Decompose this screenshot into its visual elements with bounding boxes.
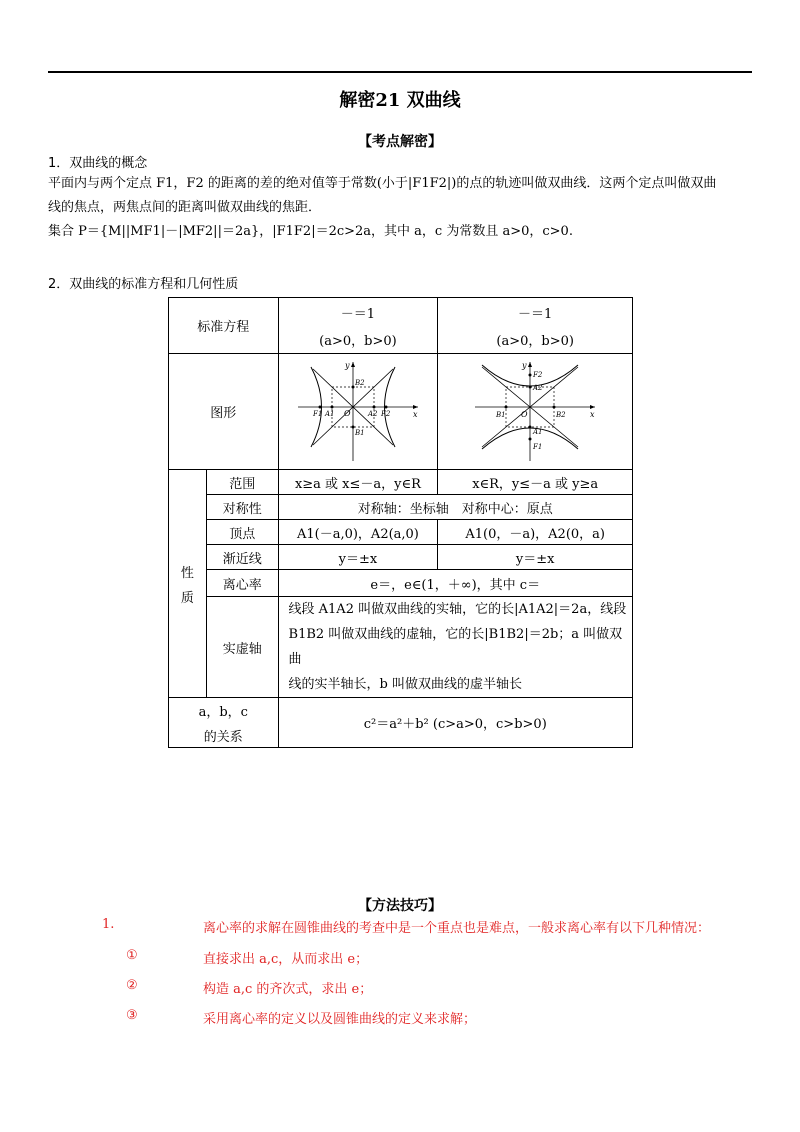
row-value: A1(0，－a)，A2(0，a) <box>438 520 633 545</box>
row-value: 对称轴：坐标轴 对称中心：原点 <box>278 495 632 520</box>
table-row <box>169 298 633 354</box>
row-value: A1(－a,0)，A2(a,0) <box>278 520 438 545</box>
abc-label <box>169 698 279 748</box>
hyperbola-vertical-graph <box>470 359 600 465</box>
row-value: e＝，e∈(1，＋∞)，其中 c＝ <box>278 570 632 597</box>
row-name: 实虚轴 <box>206 597 278 698</box>
eq2-cell <box>438 298 633 354</box>
axis-line-2: B1B2 叫做双曲线的虚轴，它的长|B1B2|＝2b；a 叫做双曲 <box>288 627 623 667</box>
row-value <box>278 597 632 698</box>
method-sub3-text: 采用离心率的定义以及圆锥曲线的定义来求解； <box>203 1012 477 1027</box>
table-row <box>169 597 633 698</box>
axis-line-3: 线的实半轴长，b 叫做双曲线的虚半轴长 <box>288 677 522 692</box>
table-row <box>169 354 633 470</box>
axis-line-1: 线段 A1A2 叫做双曲线的实轴，它的长|A1A2|＝2a，线段 <box>288 602 627 617</box>
std-eq-label: 标准方程 <box>169 298 279 354</box>
method-sub2-number: ② <box>126 978 138 993</box>
abc-label-2: 的关系 <box>203 729 243 745</box>
table-row <box>169 495 633 520</box>
table-row <box>169 545 633 570</box>
b1-label: B1 <box>496 410 506 419</box>
figure-label: 图形 <box>169 354 279 470</box>
props-label <box>169 470 207 698</box>
abc-label-1: a，b，c <box>198 704 248 720</box>
properties-table <box>168 297 633 748</box>
abc-value: c²＝a²＋b² (c>a>0，c>b>0) <box>278 698 632 748</box>
concept-line1: 平面内与两个定点 F1，F2 的距离的差的绝对值等于常数(小于|F1F2|)的点的轨迹叫做双曲线．这两个定点叫做双曲 <box>48 176 717 191</box>
row-name: 范围 <box>206 470 278 495</box>
page-title: 解密21 双曲线 <box>339 90 461 111</box>
b2-label: B2 <box>354 378 365 387</box>
method-sub1-number: ① <box>126 948 138 963</box>
origin-label: O <box>343 408 351 418</box>
eq2: －＝1 <box>518 306 553 322</box>
a1-label: A1 <box>324 409 335 418</box>
f2-label: F2 <box>533 370 543 379</box>
a1-label: A1 <box>533 427 543 436</box>
x-label: x <box>590 409 595 419</box>
eq1-cond: (a>0，b>0) <box>319 333 397 349</box>
f2-label: F2 <box>380 409 391 418</box>
row-name: 渐近线 <box>206 545 278 570</box>
method-sub2-text: 构造 a,c 的齐次式，求出 e； <box>203 982 373 997</box>
method-sub1-text: 直接求出 a,c，从而求出 e； <box>203 952 369 967</box>
a2-label: A2 <box>533 383 543 392</box>
figure-vertical <box>438 354 633 470</box>
eq1-cell <box>278 298 438 354</box>
table-row <box>169 520 633 545</box>
concept-heading: 1．双曲线的概念 <box>48 156 148 171</box>
table-row <box>169 698 633 748</box>
section-fangfa: 【方法技巧】 <box>358 898 442 914</box>
table-row <box>169 470 633 495</box>
row-name: 对称性 <box>206 495 278 520</box>
y-label: y <box>344 360 350 370</box>
method-1-text: 离心率的求解在圆锥曲线的考查中是一个重点也是难点，一般求离心率有以下几种情况： <box>203 921 711 936</box>
eq2-cond: (a>0，b>0) <box>496 333 574 349</box>
row-name: 离心率 <box>206 570 278 597</box>
row-name: 顶点 <box>206 520 278 545</box>
top-rule <box>48 71 752 73</box>
concept-line2: 线的焦点，两焦点间的距离叫做双曲线的焦距． <box>48 200 322 215</box>
figure-horizontal <box>278 354 438 470</box>
section-kaodian: 【考点解密】 <box>358 134 442 150</box>
row-value: x∈R，y≤－a 或 y≥a <box>438 470 633 495</box>
method-1-number: 1. <box>102 917 115 932</box>
b2-label: B2 <box>556 410 566 419</box>
a2-label: A2 <box>367 409 378 418</box>
row-value: x≥a 或 x≤－a，y∈R <box>278 470 438 495</box>
x-label: x <box>412 409 418 419</box>
hyperbola-horizontal-graph <box>293 359 423 465</box>
f1-label: F1 <box>312 409 323 418</box>
b1-label: B1 <box>354 428 365 437</box>
eq1: －＝1 <box>340 306 376 322</box>
f1-label: F1 <box>533 442 543 451</box>
row-value: y＝±x <box>278 545 438 570</box>
method-sub3-number: ③ <box>126 1008 138 1023</box>
table-row <box>169 570 633 597</box>
concept-line3: 集合 P＝{M||MF1|－|MF2||＝2a}，|F1F2|＝2c>2a，其中 a，c 为常数且 a>0，c>0. <box>48 224 573 239</box>
origin-label: O <box>521 409 528 419</box>
y-label: y <box>522 360 527 370</box>
table-heading: 2．双曲线的标准方程和几何性质 <box>48 277 239 292</box>
props-label-2: 质 <box>180 590 194 606</box>
row-value: y＝±x <box>438 545 633 570</box>
props-label-1: 性 <box>180 565 194 581</box>
